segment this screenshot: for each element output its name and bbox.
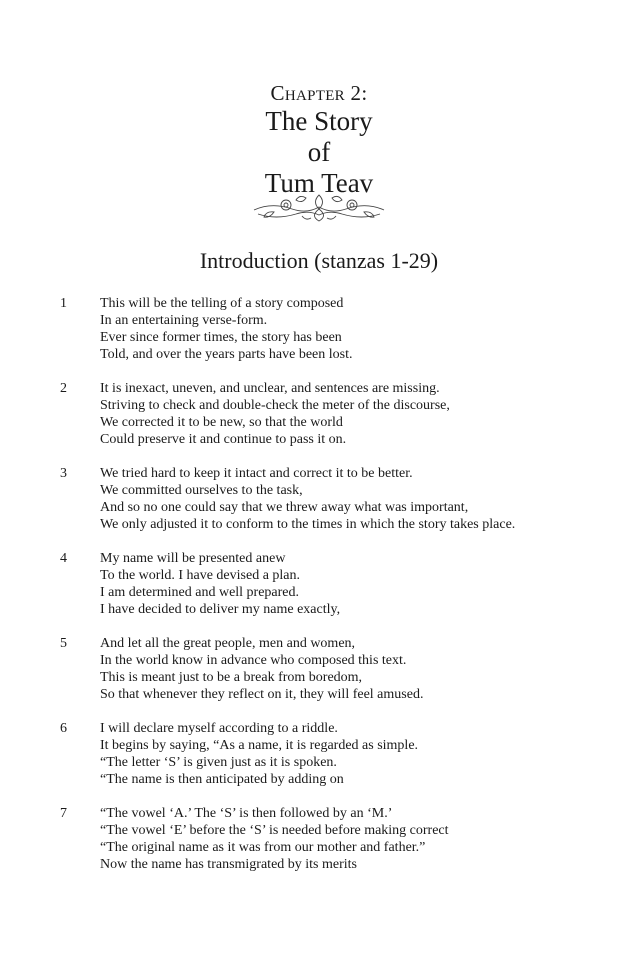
stanza-list [0, 295, 638, 890]
section-title: Introduction (stanzas 1-29) [199, 248, 439, 273]
stanza-line: It is inexact, uneven, and unclear, and sentences are missing. [100, 381, 440, 396]
stanza-lines [100, 295, 620, 363]
chapter-header [0, 80, 638, 199]
stanza [0, 635, 638, 720]
stanza-line: We only adjusted it to conform to the times in which the story takes place. [100, 517, 516, 532]
stanza-line: I am determined and well prepared. [100, 585, 300, 600]
stanza-line: Could preserve it and continue to pass it on. [100, 432, 347, 447]
stanza-number: 6 [60, 721, 67, 736]
stanza [0, 550, 638, 635]
stanza [0, 720, 638, 805]
stanza-line: Now the name has transmigrated by its merits [100, 857, 357, 872]
stanza-lines [100, 635, 620, 703]
stanza-line: It begins by saying, “As a name, it is regarded as simple. [100, 738, 419, 753]
stanza-line: To the world. I have devised a plan. [100, 568, 301, 583]
stanza-lines [100, 380, 620, 448]
stanza-number: 4 [60, 551, 67, 566]
stanza-line: In an entertaining verse-form. [100, 313, 268, 328]
stanza-number: 5 [60, 636, 67, 651]
stanza-line: “The letter ‘S’ is given just as it is spoken. [100, 755, 337, 770]
stanza-line: “The vowel ‘E’ before the ‘S’ is needed before making correct [100, 823, 449, 838]
stanza-lines [100, 805, 620, 873]
stanza-line: We committed ourselves to the task, [100, 483, 303, 498]
stanza-line: We tried hard to keep it intact and correct it to be better. [100, 466, 413, 481]
stanza-line: “The vowel ‘A.’ The ‘S’ is then followed by an ‘M.’ [100, 806, 393, 821]
stanza [0, 465, 638, 550]
chapter-title-line-2: of [307, 137, 331, 167]
stanza-number: 1 [60, 296, 67, 311]
stanza-number: 3 [60, 466, 67, 481]
stanza-lines [100, 550, 620, 618]
stanza-line: This is meant just to be a break from boredom, [100, 670, 363, 685]
stanza [0, 295, 638, 380]
stanza-line: “The original name as it was from our mother and father.” [100, 840, 426, 855]
stanza-lines [100, 465, 620, 533]
stanza-line: Told, and over the years parts have been lost. [100, 347, 353, 362]
stanza-line: I have decided to deliver my name exactly, [100, 602, 341, 617]
stanza-line: And let all the great people, men and women, [100, 636, 356, 651]
stanza-line: “The name is then anticipated by adding on [100, 772, 344, 787]
chapter-label: Chapter 2: [270, 81, 368, 105]
stanza-line: My name will be presented anew [100, 551, 286, 566]
chapter-title-line-1: The Story [265, 106, 373, 136]
stanza-line: And so no one could say that we threw away what was important, [100, 500, 469, 515]
stanza-number: 2 [60, 381, 67, 396]
stanza-line: In the world know in advance who composed this text. [100, 653, 407, 668]
stanza-line: I will declare myself according to a riddle. [100, 721, 338, 736]
stanza-line: Ever since former times, the story has been [100, 330, 342, 345]
stanza-line: Striving to check and double-check the meter of the discourse, [100, 398, 450, 413]
stanza-number: 7 [60, 806, 67, 821]
stanza [0, 380, 638, 465]
stanza-line: This will be the telling of a story composed [100, 296, 344, 311]
stanza [0, 805, 638, 890]
stanza-lines [100, 720, 620, 788]
chapter-title-line-3: Tum Teav [264, 168, 374, 198]
floral-ornament-icon [252, 190, 386, 224]
stanza-line: We corrected it to be new, so that the world [100, 415, 343, 430]
stanza-line: So that whenever they reflect on it, they will feel amused. [100, 687, 424, 702]
